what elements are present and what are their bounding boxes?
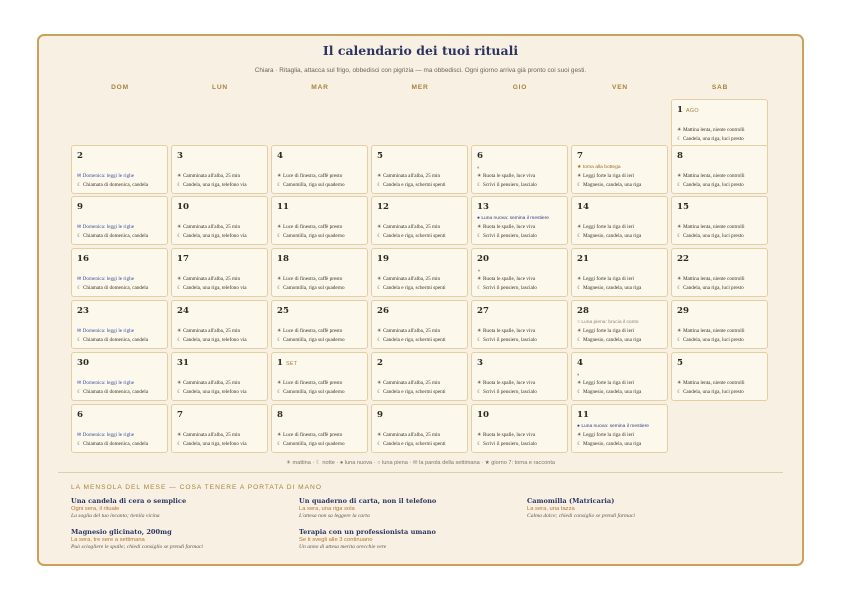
day-number <box>677 151 683 161</box>
day-number <box>177 151 183 161</box>
ritual-line: ☾ Magnesio, candela, una riga <box>577 181 642 188</box>
day-number <box>377 151 383 161</box>
day-rituals <box>277 223 364 240</box>
weekday-mer: MER <box>411 84 429 91</box>
day-number-text: 14 <box>577 202 589 212</box>
day-cell <box>71 404 168 453</box>
day-rituals <box>577 423 664 448</box>
day-cell <box>171 196 268 245</box>
ritual-line: ☾ Candela e riga, schermi spenti <box>377 440 446 447</box>
day-number <box>77 306 89 316</box>
weekly-word-line: ✉ Domenica: leggi le righe <box>77 224 135 231</box>
shelf-item-when: Se ti svegli alle 3 continuano <box>299 537 373 543</box>
new-moon-line: ● Luna nuova: semina il mestiere <box>477 216 550 222</box>
day-number <box>477 410 489 420</box>
day-number <box>277 254 289 264</box>
ritual-line: ☀ Leggi forte la riga di ieri <box>577 173 635 180</box>
day-number-text: 4 <box>277 151 283 161</box>
day-number <box>377 358 383 368</box>
day-number <box>477 254 489 264</box>
ritual-line: ☀ Mattina lenta, niente controlli <box>677 380 745 387</box>
ritual-line: ☾ Magnesio, candela, una riga <box>577 388 642 395</box>
page-title: Il calendario dei tuoi rituali <box>322 43 519 58</box>
ritual-line: ☀ Ruota le spalle, luce viva <box>477 224 536 231</box>
day-number-text: 10 <box>477 410 489 420</box>
day-number-text: 21 <box>577 254 589 264</box>
day-rituals <box>177 327 264 344</box>
day-number <box>377 202 389 212</box>
day-rituals <box>277 275 364 292</box>
ritual-line: ☀ Ruota le spalle, luce viva <box>477 276 536 283</box>
day-cell <box>371 352 468 401</box>
day-number-text: 17 <box>177 254 189 264</box>
day-number <box>577 306 589 316</box>
day-number <box>277 306 289 316</box>
day-cell <box>571 404 668 453</box>
day-cell <box>571 300 668 349</box>
day-number-text: 6 <box>77 410 83 420</box>
ritual-line: ☾ Camomilla, riga sul quaderno <box>277 388 345 395</box>
ritual-line: ☀ Luce di finestra, caffè presto <box>277 173 343 180</box>
day-rituals <box>677 275 764 292</box>
day-rituals <box>377 327 464 344</box>
weekday-mar: MAR <box>311 84 329 91</box>
day-number-text: 9 <box>77 202 83 212</box>
day-rituals <box>77 431 164 448</box>
day-number-text: 5 <box>677 358 683 368</box>
ritual-line: ☀ Camminata all'alba, 25 min <box>177 328 241 335</box>
ritual-line: ☾ Magnesio, candela, una riga <box>577 440 642 447</box>
day-number-text: 3 <box>177 151 183 161</box>
day-rituals <box>577 371 664 396</box>
day-rituals <box>177 223 264 240</box>
ritual-line: ☀ Mattina lenta, niente controlli <box>677 127 745 134</box>
ritual-line: ☾ Candela, una riga, telefono via <box>177 440 247 447</box>
ritual-line: ☾ Candela, una riga, telefono via <box>177 388 247 395</box>
ritual-line: ☾ Scrivi il pensiero, lascialo <box>477 284 537 291</box>
day-cell <box>471 145 568 194</box>
ritual-line: ☀ Leggi forte la riga di ieri <box>577 380 635 387</box>
moon-phase-icon: ◐ <box>477 165 481 172</box>
day-number-text: 28 <box>577 306 589 316</box>
day-cell <box>471 404 568 453</box>
day-rituals <box>77 327 164 344</box>
day-number-text: 8 <box>677 151 683 161</box>
ritual-line: ☀ Leggi forte la riga di ieri <box>577 328 635 335</box>
shelf-item-when: Ogni sera, il rituale <box>71 506 120 512</box>
day-rituals <box>177 431 264 448</box>
day-cell <box>371 404 468 453</box>
ritual-line: ☀ Luce di finestra, caffè presto <box>277 224 343 231</box>
day-number <box>177 358 189 368</box>
ritual-line: ☾ Magnesio, candela, una riga <box>577 232 642 239</box>
day-number <box>177 254 189 264</box>
day-rituals <box>677 172 764 189</box>
day-rituals <box>577 319 664 344</box>
day-number-text: 26 <box>377 306 389 316</box>
ritual-line: ☀ Mattina lenta, niente controlli <box>677 224 745 231</box>
day-cell <box>271 145 368 194</box>
ritual-line: ☀ Camminata all'alba, 25 min <box>377 328 441 335</box>
event-line: ★ torna alla bottega <box>577 165 621 171</box>
day-rituals <box>477 431 564 448</box>
ritual-line: ☀ Camminata all'alba, 25 min <box>177 224 241 231</box>
day-rituals <box>377 172 464 189</box>
day-number <box>577 202 589 212</box>
day-rituals <box>677 223 764 240</box>
day-rituals <box>377 223 464 240</box>
day-number-text: 1 <box>277 358 283 368</box>
new-moon-line: ● Luna nuova: semina il mestiere <box>577 424 650 430</box>
ritual-line: ☾ Camomilla, riga sul quaderno <box>277 440 345 447</box>
ritual-line: ☾ Camomilla, riga sul quaderno <box>277 181 345 188</box>
day-number <box>577 358 583 368</box>
day-cell <box>571 145 668 194</box>
day-rituals <box>377 275 464 292</box>
weekday-ven: VEN <box>612 84 628 91</box>
ritual-line: ☀ Leggi forte la riga di ieri <box>577 276 635 283</box>
day-cell <box>71 352 168 401</box>
day-number <box>377 410 383 420</box>
ritual-line: ☾ Chiamata di domenica, candela <box>77 388 149 395</box>
ritual-line: ☾ Chiamata di domenica, candela <box>77 336 149 343</box>
ritual-line: ☾ Scrivi il pensiero, lascialo <box>477 388 537 395</box>
day-rituals <box>277 431 364 448</box>
ritual-line: ☾ Candela, una riga, luci presto <box>677 181 744 188</box>
ritual-line: ☾ Candela, una riga, telefono via <box>177 181 247 188</box>
day-cell <box>471 248 568 297</box>
day-rituals <box>77 379 164 396</box>
day-cell <box>271 196 368 245</box>
day-number <box>677 254 689 264</box>
ritual-line: ☾ Chiamata di domenica, candela <box>77 284 149 291</box>
day-cell <box>271 352 368 401</box>
ritual-line: ☀ Camminata all'alba, 25 min <box>377 173 441 180</box>
day-number-text: 20 <box>477 254 489 264</box>
day-cell <box>671 300 768 349</box>
day-number-text: 25 <box>277 306 289 316</box>
day-number <box>477 306 489 316</box>
weekly-word-line: ✉ Domenica: leggi le righe <box>77 276 135 283</box>
weekly-word-line: ✉ Domenica: leggi le righe <box>77 328 135 335</box>
day-number <box>677 306 689 316</box>
day-number-text: 24 <box>177 306 189 316</box>
ritual-line: ☾ Candela, una riga, telefono via <box>177 336 247 343</box>
day-cell <box>371 196 468 245</box>
ritual-line: ☾ Camomilla, riga sul quaderno <box>277 336 345 343</box>
day-cell <box>571 196 668 245</box>
ritual-line: ☾ Candela e riga, schermi spenti <box>377 336 446 343</box>
shelf-item-note: La soglia del tuo incanto; tienila vicina <box>71 513 160 519</box>
moon-phase-icon: ◑ <box>477 268 481 275</box>
ritual-line: ☾ Candela, una riga, luci presto <box>677 135 744 142</box>
day-cell <box>271 404 368 453</box>
day-number-text: 7 <box>577 151 583 161</box>
legend: ☀ mattina · ☾ notte · ● luna nuova · ○ luna piena · ✉ la parola della settimana · ★ giorno 7: torna e racconta <box>285 460 556 466</box>
day-number <box>277 202 289 212</box>
day-rituals <box>477 379 564 396</box>
day-number <box>77 151 83 161</box>
shelf-item-name: Camomilla (Matricaria) <box>527 497 615 505</box>
weekly-word-line: ✉ Domenica: leggi le righe <box>77 173 135 180</box>
day-number <box>177 202 189 212</box>
ritual-line: ☾ Scrivi il pensiero, lascialo <box>477 232 537 239</box>
day-cell <box>371 145 468 194</box>
day-cell <box>171 145 268 194</box>
ritual-line: ☾ Candela e riga, schermi spenti <box>377 181 446 188</box>
day-number-text: 2 <box>377 358 383 368</box>
day-number <box>677 358 683 368</box>
ritual-line: ☀ Leggi forte la riga di ieri <box>577 432 635 439</box>
ritual-line: ☀ Luce di finestra, caffè presto <box>277 328 343 335</box>
day-number-text: 15 <box>677 202 689 212</box>
day-number-text: 27 <box>477 306 489 316</box>
ritual-line: ☾ Scrivi il pensiero, lascialo <box>477 181 537 188</box>
day-cell <box>671 248 768 297</box>
day-number <box>577 151 583 161</box>
shelf-item <box>299 528 519 550</box>
ritual-line: ☾ Candela, una riga, luci presto <box>677 388 744 395</box>
weekday-lun: LUN <box>212 84 228 91</box>
day-number <box>77 202 83 212</box>
ritual-line: ☾ Candela, una riga, luci presto <box>677 284 744 291</box>
ritual-line: ☾ Chiamata di domenica, candela <box>77 440 149 447</box>
ritual-line: ☀ Luce di finestra, caffè presto <box>277 432 343 439</box>
ritual-line: ☾ Magnesio, candela, una riga <box>577 336 642 343</box>
day-number <box>577 410 589 420</box>
day-number-text: 19 <box>377 254 389 264</box>
shelf-item-note: L'attesa non sa leggere la carta <box>299 513 370 519</box>
day-number-text: 4 <box>577 358 583 368</box>
ritual-line: ☾ Candela, una riga, luci presto <box>677 336 744 343</box>
day-cell <box>471 300 568 349</box>
day-number <box>77 358 89 368</box>
calendar-sheet <box>37 34 804 566</box>
day-number-text: 1 <box>677 105 683 115</box>
day-cell <box>71 300 168 349</box>
day-rituals <box>377 379 464 396</box>
day-number-text: 5 <box>377 151 383 161</box>
day-rituals <box>677 379 764 396</box>
shelf-item-note: Può sciogliere le spalle; chiedi consiglio se prendi farmaci <box>71 544 203 550</box>
shelf-item-name: Magnesio glicinato, 200mg <box>71 528 172 536</box>
ritual-line: ☾ Candela e riga, schermi spenti <box>377 232 446 239</box>
ritual-line: ☀ Camminata all'alba, 25 min <box>377 432 441 439</box>
ritual-line: ☾ Camomilla, riga sul quaderno <box>277 232 345 239</box>
day-cell <box>371 300 468 349</box>
day-rituals <box>477 164 564 189</box>
ritual-line: ☀ Leggi forte la riga di ieri <box>577 224 635 231</box>
day-number-text: 11 <box>277 202 289 212</box>
ritual-line: ☀ Camminata all'alba, 25 min <box>377 380 441 387</box>
ritual-line: ☾ Magnesio, candela, una riga <box>577 284 642 291</box>
weekly-word-line: ✉ Domenica: leggi le righe <box>77 432 135 439</box>
shelf-item <box>71 528 291 550</box>
day-number <box>277 151 283 161</box>
ritual-line: ☀ Ruota le spalle, luce viva <box>477 328 536 335</box>
weekday-gio: GIO <box>512 84 528 91</box>
day-cell <box>471 352 568 401</box>
ritual-line: ☀ Camminata all'alba, 25 min <box>177 173 241 180</box>
shelf-heading: LA MENSOLA DEL MESE — COSA TENERE A PORTATA DI MANO <box>71 484 322 491</box>
day-rituals <box>277 172 364 189</box>
page-subtitle: Chiara · Ritaglia, attacca sul frigo, obbedisci con pigrizia — ma obbedisci. Ogni giorno arriva già pronto coi suoi gesti. <box>254 67 587 74</box>
day-number <box>677 202 689 212</box>
day-cell <box>71 145 168 194</box>
day-number <box>177 306 189 316</box>
day-cell <box>671 352 768 401</box>
shelf-item-when: La sera, tre sere a settimana <box>71 537 145 543</box>
day-rituals <box>277 379 364 396</box>
day-number <box>677 105 699 115</box>
day-cell <box>171 352 268 401</box>
day-number-text: 8 <box>277 410 283 420</box>
ritual-line: ☾ Chiamata di domenica, candela <box>77 232 149 239</box>
ritual-line: ☾ Scrivi il pensiero, lascialo <box>477 336 537 343</box>
day-number-text: 31 <box>177 358 189 368</box>
moon-phase-icon: ◐ <box>577 372 581 379</box>
shelf-item-name: Terapia con un professionista umano <box>299 528 436 536</box>
day-rituals <box>677 327 764 344</box>
day-rituals <box>477 327 564 344</box>
divider <box>58 472 783 473</box>
day-cell <box>371 248 468 297</box>
ritual-line: ☀ Mattina lenta, niente controlli <box>677 276 745 283</box>
ritual-line: ☾ Camomilla, riga sul quaderno <box>277 284 345 291</box>
day-number-text: 12 <box>377 202 389 212</box>
day-number <box>577 254 589 264</box>
day-cell <box>171 404 268 453</box>
ritual-line: ☾ Candela e riga, schermi spenti <box>377 388 446 395</box>
day-rituals <box>677 126 764 143</box>
day-cell <box>171 300 268 349</box>
day-number-text: 9 <box>377 410 383 420</box>
day-rituals <box>577 164 664 189</box>
day-number <box>377 306 389 316</box>
full-moon-line: ○ Luna piena: brucia il conto <box>577 320 639 326</box>
ritual-line: ☀ Camminata all'alba, 25 min <box>177 276 241 283</box>
ritual-line: ☀ Ruota le spalle, luce viva <box>477 432 536 439</box>
day-cell <box>171 248 268 297</box>
day-number <box>377 254 389 264</box>
day-cell <box>271 248 368 297</box>
weekday-dom: DOM <box>111 84 129 91</box>
day-rituals <box>477 267 564 292</box>
day-number <box>177 410 183 420</box>
weekly-word-line: ✉ Domenica: leggi le righe <box>77 380 135 387</box>
day-number-text: 3 <box>477 358 483 368</box>
day-cell <box>571 248 668 297</box>
day-number <box>277 358 297 368</box>
ritual-line: ☀ Camminata all'alba, 25 min <box>377 276 441 283</box>
shelf-item <box>527 497 747 519</box>
day-number <box>277 410 283 420</box>
shelf-item-when: La sera, una tazza <box>527 506 575 512</box>
ritual-line: ☾ Candela, una riga, telefono via <box>177 284 247 291</box>
day-cell <box>671 145 768 194</box>
month-label: AGO <box>685 108 699 114</box>
day-cell <box>471 196 568 245</box>
day-number <box>477 358 483 368</box>
day-number-text: 11 <box>577 410 589 420</box>
shelf-item-name: Un quaderno di carta, non il telefono <box>299 497 437 505</box>
month-label: SET <box>285 361 298 367</box>
day-number-text: 6 <box>477 151 483 161</box>
day-number-text: 30 <box>77 358 89 368</box>
day-number-text: 22 <box>677 254 689 264</box>
day-cell <box>571 352 668 401</box>
day-number-text: 10 <box>177 202 189 212</box>
shelf-item <box>299 497 519 519</box>
day-number-text: 7 <box>177 410 183 420</box>
day-number-text: 2 <box>77 151 83 161</box>
ritual-line: ☀ Luce di finestra, caffè presto <box>277 276 343 283</box>
day-number-text: 16 <box>77 254 89 264</box>
day-number <box>477 151 483 161</box>
day-number-text: 23 <box>77 306 89 316</box>
ritual-line: ☾ Scrivi il pensiero, lascialo <box>477 440 537 447</box>
day-rituals <box>577 275 664 292</box>
weekday-sab: SAB <box>711 84 729 91</box>
day-rituals <box>177 379 264 396</box>
day-number <box>77 254 89 264</box>
day-number-text: 18 <box>277 254 289 264</box>
ritual-line: ☾ Candela, una riga, luci presto <box>677 232 744 239</box>
day-rituals <box>277 327 364 344</box>
day-rituals <box>77 223 164 240</box>
ritual-line: ☾ Chiamata di domenica, candela <box>77 181 149 188</box>
shelf-item-when: La sera, una riga sola <box>299 506 355 512</box>
day-cell <box>71 196 168 245</box>
day-rituals <box>177 275 264 292</box>
shelf-item-note: Calma dolce; chiedi consiglio se prendi farmaci <box>527 513 635 519</box>
day-number-text: 13 <box>477 202 489 212</box>
ritual-line: ☀ Camminata all'alba, 25 min <box>177 432 241 439</box>
day-rituals <box>577 223 664 240</box>
day-rituals <box>477 215 564 240</box>
shelf-item <box>71 497 291 519</box>
ritual-line: ☀ Mattina lenta, niente controlli <box>677 173 745 180</box>
day-rituals <box>77 172 164 189</box>
day-number <box>77 410 83 420</box>
shelf-item-note: Un anno di attesa merita orecchie vere <box>299 544 387 550</box>
ritual-line: ☀ Luce di finestra, caffè presto <box>277 380 343 387</box>
day-number <box>477 202 489 212</box>
ritual-line: ☀ Mattina lenta, niente controlli <box>677 328 745 335</box>
day-rituals <box>177 172 264 189</box>
day-cell <box>671 99 768 148</box>
ritual-line: ☀ Ruota le spalle, luce viva <box>477 380 536 387</box>
ritual-line: ☀ Camminata all'alba, 25 min <box>377 224 441 231</box>
day-rituals <box>77 275 164 292</box>
ritual-line: ☀ Ruota le spalle, luce viva <box>477 173 536 180</box>
day-cell <box>71 248 168 297</box>
day-rituals <box>377 431 464 448</box>
shelf-item-name: Una candela di cera o semplice <box>71 497 187 505</box>
ritual-line: ☾ Candela e riga, schermi spenti <box>377 284 446 291</box>
day-cell <box>271 300 368 349</box>
day-cell <box>671 196 768 245</box>
ritual-line: ☾ Candela, una riga, telefono via <box>177 232 247 239</box>
ritual-line: ☀ Camminata all'alba, 25 min <box>177 380 241 387</box>
day-number-text: 29 <box>677 306 689 316</box>
